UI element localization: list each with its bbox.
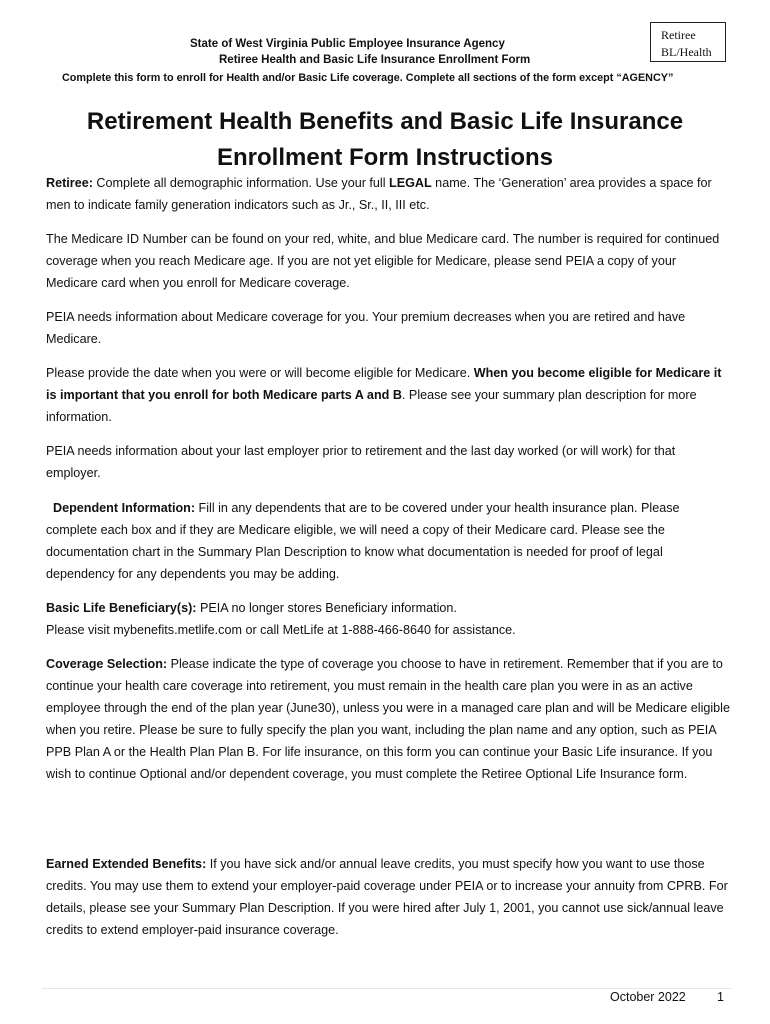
legal-word: LEGAL (389, 176, 432, 190)
retiree-text-2: name. The ‘Generation’ area provides a space for men to indicate family generation indicators such as Jr., Sr., II, III etc. (46, 176, 712, 212)
form-code-box (650, 22, 726, 62)
header-instruction: Complete this form to enroll for Health and/or Basic Life coverage. Complete all sections of the form except “AGENCY” (62, 72, 674, 84)
medicare-id-paragraph: The Medicare ID Number can be found on your red, white, and blue Medicare card. The number is required for continued coverage when you reach Medicare age. If you are not yet eligible for Medicare, please send PEIA a copy of your Medicare card when you enroll for Medicare coverage. (46, 232, 720, 290)
coverage-label: Coverage Selection: (46, 657, 168, 671)
footer-date: October 2022 (610, 990, 686, 1004)
beneficiary-label: Basic Life Beneficiary(s): (46, 601, 197, 615)
retiree-section (46, 172, 731, 216)
dependent-section (46, 497, 731, 585)
coverage-section (46, 653, 731, 785)
medicare-info-paragraph: PEIA needs information about Medicare coverage for you. Your premium decreases when you are retired and have Medicare. (46, 310, 686, 346)
dependent-label: Dependent Information: (53, 501, 196, 515)
dependent-text: Fill in any dependents that are to be covered under your health insurance plan. Please complete each box and if they are Medicare eligible, we will need a copy of their Medicare card. Please see the documentation chart in the Summary Plan Description to know what documentation is needed for proof of legal dependency for any dependents you may be adding. (46, 501, 680, 581)
medicare-date-paragraph (46, 362, 731, 428)
footer-divider (42, 988, 732, 989)
form-name: Retiree Health and Basic Life Insurance Enrollment Form (219, 54, 531, 66)
earned-benefits-text: If you have sick and/or annual leave credits, you must specify how you want to use those credits. You may use them to extend your employer-paid coverage under PEIA or to increase your annuity from CPRB. For details, please see your Summary Plan Description. If you were hired after July 1, 2001, you cannot use sick/annual leave credits to extend employer-paid insurance coverage. (46, 857, 728, 937)
form-code-line2: BL/Health (661, 45, 712, 59)
form-code-line1: Retiree (661, 28, 696, 42)
medicare-date-text-2: . Please see your summary plan description for more information. (46, 388, 697, 424)
medicare-date-text-1: Please provide the date when you were or will become eligible for Medicare. (46, 366, 474, 380)
earned-benefits-label: Earned Extended Benefits: (46, 857, 207, 871)
employer-paragraph: PEIA needs information about your last employer prior to retirement and the last day worked (or will work) for that employer. (46, 444, 676, 480)
agency-name: State of West Virginia Public Employee Insurance Agency (190, 38, 505, 50)
earned-benefits-section (46, 853, 731, 941)
beneficiary-text: PEIA no longer stores Beneficiary information. (196, 601, 457, 615)
beneficiary-section (46, 597, 731, 641)
coverage-text: Please indicate the type of coverage you choose to have in retirement. Remember that if you are to continue your health care coverage into retirement, you must remain in the health care plan you were in as an active employee through the end of the plan year (June30), unless you were in a managed care plan and will be Medicare eligible when you retire. Please be sure to fully specify the plan you want, including the plan name and any option, such as PEIA PPB Plan A or the Health Plan Plan B. For life insurance, on this form you can continue your Basic Life insurance. If you wish to continue Optional and/or dependent coverage, you must complete the Retiree Optional Life Insurance form. (46, 657, 730, 781)
title-line-2: Enrollment Form Instructions (216, 144, 554, 171)
retiree-label: Retiree: (46, 176, 93, 190)
retiree-text-1: Complete all demographic information. Use your full (92, 176, 389, 190)
title-line-1: Retirement Health Benefits and Basic Life Insurance (86, 108, 684, 135)
metlife-contact: Please visit mybenefits.metlife.com or call MetLife at 1-888-466-8640 for assistance. (46, 623, 516, 637)
page-number: 1 (717, 990, 724, 1004)
medicare-enroll-notice: When you become eligible for Medicare it is important that you enroll for both Medicare parts A and B (46, 366, 722, 402)
page-title (40, 104, 730, 176)
